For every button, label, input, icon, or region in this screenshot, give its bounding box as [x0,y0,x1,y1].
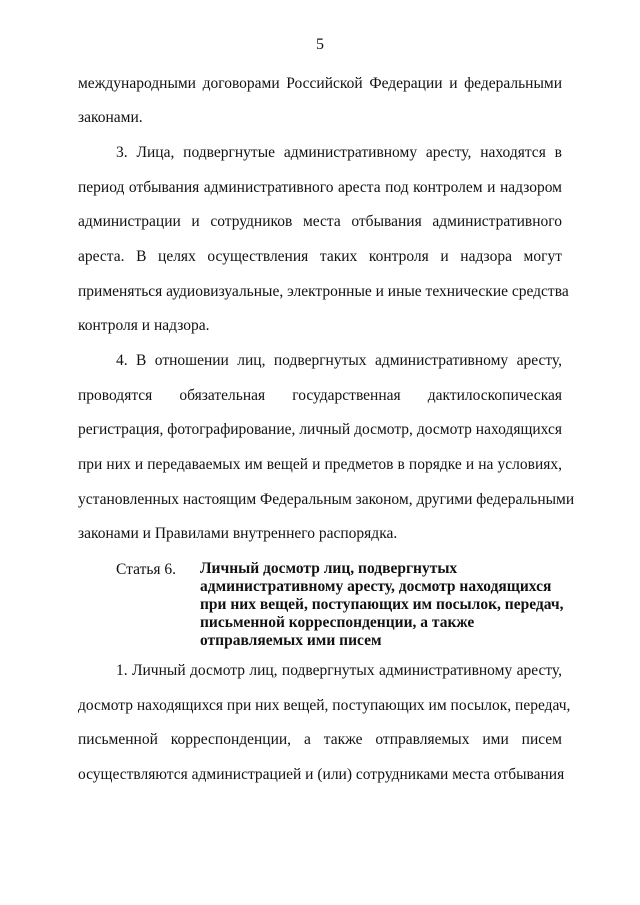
page-number: 5 [316,36,324,53]
body-line: проводятся обязательная государственная дактилоскопическая [78,387,562,404]
article-title-line: при них вещей, поступающих им посылок, передач, [200,596,564,613]
article-title-line: административному аресту, досмотр находящихся [200,578,552,595]
body-line: регистрация, фотографирование, личный досмотр, досмотр находящихся [78,421,562,438]
body-line: администрации и сотрудников места отбывания административного [78,213,562,230]
body-line: международными договорами Российской Федерации и федеральными [78,75,562,92]
article-title-line: отправляемых ими писем [200,632,382,649]
article-title-line: Личный досмотр лиц, подвергнутых [200,560,458,577]
article-label: Статья 6. [116,561,177,578]
body-line: законами и Правилами внутреннего распорядка. [78,525,398,542]
body-line: контроля и надзора. [78,317,210,334]
body-line: ареста. В целях осуществления таких контроля и надзора могут [78,248,562,265]
body-line: применяться аудиовизуальные, электронные и иные технические средства [78,283,569,300]
paragraph-4-line: 4. В отношении лиц, подвергнутых административному аресту, [116,352,562,369]
article-title-line: письменной корреспонденции, а также [200,614,475,631]
body-line: письменной корреспонденции, а также отправляемых ими писем [78,731,562,748]
body-line: период отбывания административного ареста под контролем и надзором [78,179,562,196]
article-title [200,560,570,650]
body-line: досмотр находящихся при них вещей, поступающих им посылок, передач, [78,697,571,714]
paragraph-3-line: 3. Лица, подвергнутые административному аресту, находятся в [116,144,562,161]
body-line: законами. [78,109,143,126]
body-line: при них и передаваемых им вещей и предметов в порядке и на условиях, [78,456,562,473]
article-paragraph-1-line: 1. Личный досмотр лиц, подвергнутых административному аресту, [116,662,562,679]
body-line: осуществляются администрацией и (или) сотрудниками места отбывания [78,766,565,783]
body-line: установленных настоящим Федеральным законом, другими федеральными [78,491,575,508]
